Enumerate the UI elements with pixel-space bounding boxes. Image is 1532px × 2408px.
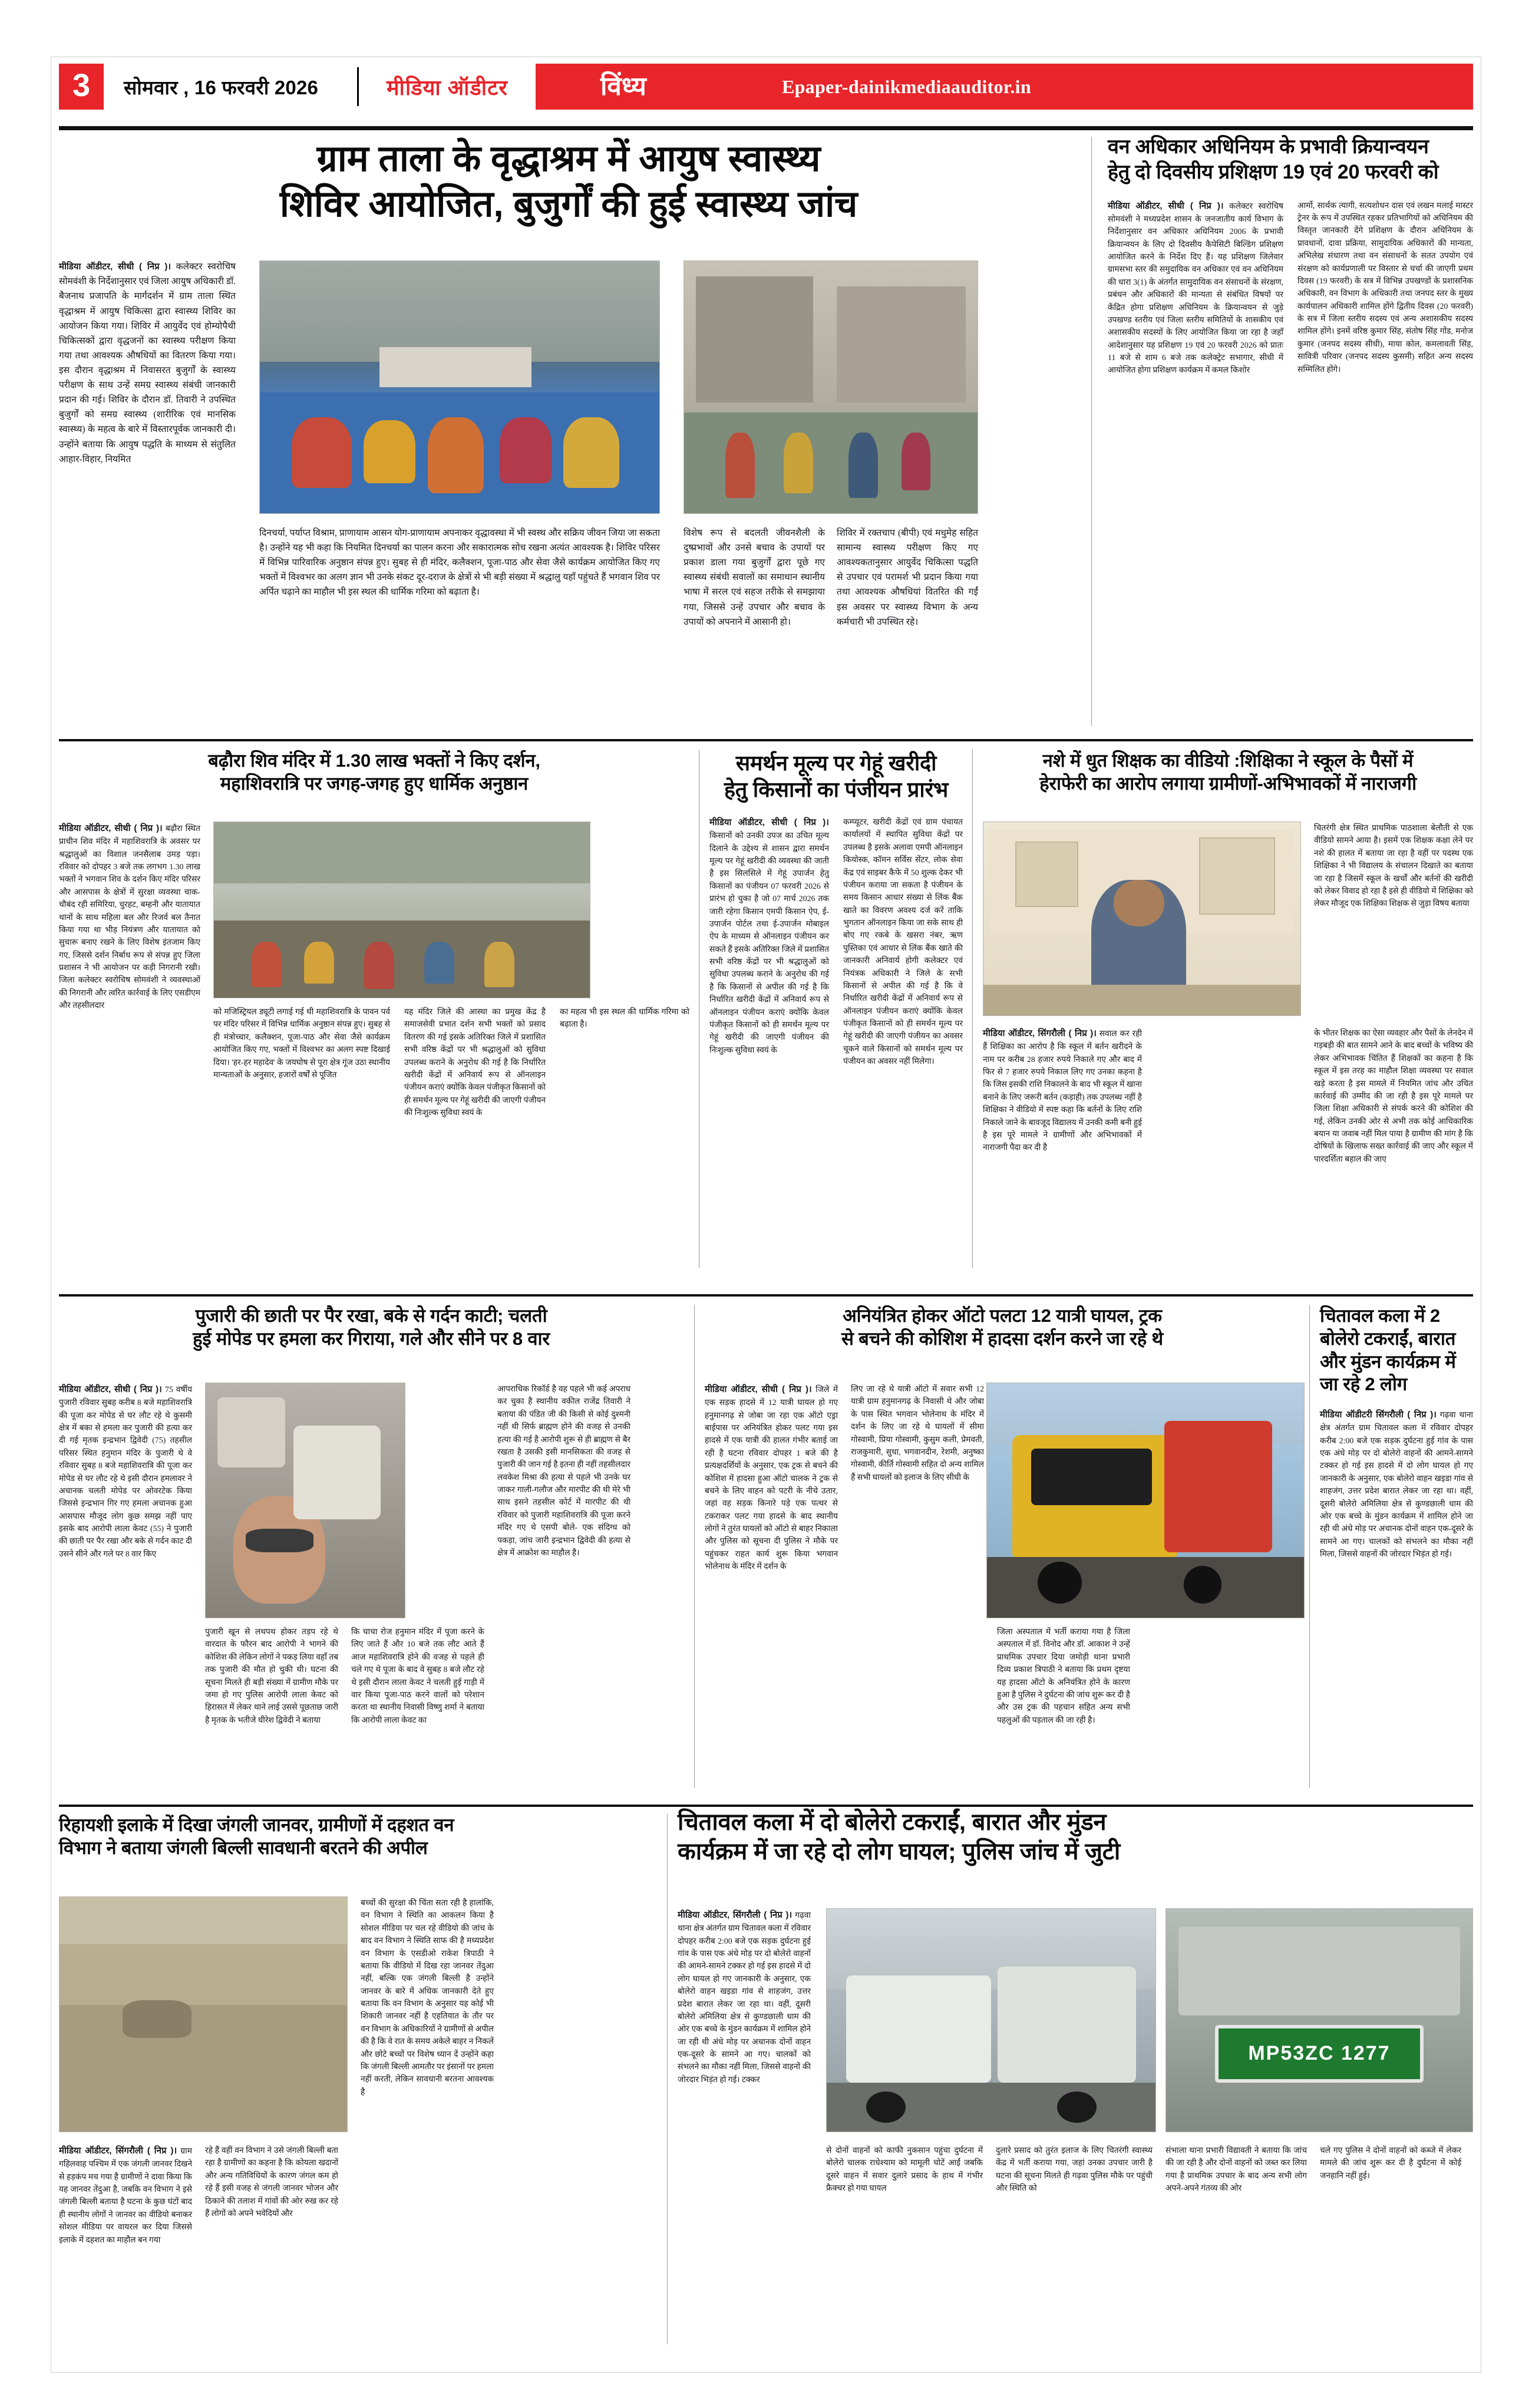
teacher-classroom-photo <box>983 822 1301 1016</box>
wheat-col-1 <box>709 816 829 1068</box>
chitawal-col-1 <box>678 1908 811 2086</box>
wheat-col-2 <box>843 816 963 1068</box>
auto-headline-line2: से बचने की कोशिश में हादसा दर्शन करने जा रहे थे <box>841 1328 1164 1349</box>
badhaura-byline: मीडिया ऑडीटर, सीधी ( निप्र )। <box>59 823 163 833</box>
wheat-headline <box>709 750 963 803</box>
chitawal-brief-byline: मीडिया ऑडीटरी सिंगरौली ( निप्र )। <box>1320 1410 1437 1420</box>
auto-headline <box>705 1305 1300 1351</box>
lead-headline-line2: शिविर आयोजित, बुजुर्गों की हुई स्वास्थ्य जांच <box>279 183 858 225</box>
edition-bar <box>536 64 1473 110</box>
chitawal-brief-line2: बोलेरो टकराईं, बारात <box>1320 1328 1456 1349</box>
priest-byline: मीडिया ऑडीटर, सीधी ( निप्र )। <box>59 1384 162 1394</box>
chitawal-col-5-text: चले गए पुलिस ने दोनों वाहनों को कब्जे में लेकर मामले की जांच शुरू कर दी है दुर्घटना में कोई जनहानि नहीं हुई। <box>1320 2146 1461 2180</box>
lead-story <box>59 137 1078 627</box>
chitawal-col-3 <box>996 2144 1153 2195</box>
teacher-col-2-text: सवाल कर रही हैं शिक्षिका का आरोप है कि स्कूल में बर्तन खरीदने के नाम पर करीब 28 हजार रुपये निकाले गए और बाद में फिर से 7 हजार रुपये निकाल लिए गए उनका कहना है कि जिस इसकी राशि निकालने के बाद भी स्कूल में खाना बनाने के लिए जरूरी बर्तन (कड़ाही) तक उपलब्ध नहीं है शिक्षिका ने वीडियो में स्पष्ट कहा कि बर्तनों के लिए राशि निकाले जाने के बावजूद विद्यालय में उनकी कमी बनी हुई है इस पूरे मामले ने ग्रामीणों और अभिभावकों में नाराजगी पैदा कर दी है <box>983 1029 1142 1152</box>
lead-col-4-text: शिविर में रक्तचाप (बीपी) एवं मधुमेह सहित सामान्य स्वास्थ्य परीक्षण किए गए आवश्यकतानुसार आयुर्वेद चिकित्सा पद्धति से उपचार एवं परामर्श भी प्रदान किया गया तथा आवश्यक औषधियां वितरित की गईं इस अवसर पर स्वास्थ्य विभाग के अन्य कर्मचारी भी उपस्थित रहे। <box>837 528 978 627</box>
bolero-crash-photo <box>826 1908 1156 2132</box>
masthead-rule <box>59 126 1473 130</box>
priest-col-4 <box>497 1383 630 1559</box>
priest-headline <box>59 1305 684 1351</box>
priest-headline-line1: पुजारी की छाती पर पैर रखा, बके से गर्दन काटी; चलती <box>195 1305 547 1326</box>
priest-headline-line2: हुई मोपेड पर हमला कर गिराया, गले और सीने पर 8 वार <box>193 1328 550 1349</box>
wheat-headline-line1: समर्थन मूल्य पर गेहूं खरीदी <box>735 751 937 775</box>
teacher-col-1 <box>1314 822 1473 910</box>
epaper-website[interactable]: Epaper-dainikmediaauditor.in <box>781 75 1031 97</box>
auto-col-3-text: जिला अस्पताल में भर्ती कराया गया है जिला अस्पताल में डॉ. विनोद और डॉ. आकाश ने उन्हें प्राथमिक उपचार दिया जमोड़ी थाना प्रभारी दिव्य प्रकाश त्रिपाठी ने बताया कि प्रथम दृष्टया यह हादसा ऑटो के अनियंत्रित होने के कारण हुआ है पुलिस ने दुर्घटना की जांच शुरू कर दी है और उस ट्रक की पहचान सहित अन्य सभी पहलुओं की पड़ताल की जा रही है। <box>997 1627 1130 1724</box>
row2-top-rule <box>59 739 1473 741</box>
priest-victim-photo <box>205 1383 405 1618</box>
chitawal-brief-headline <box>1320 1305 1473 1396</box>
lead-col-4 <box>837 526 978 629</box>
teacher-col-2 <box>983 1027 1142 1154</box>
row2-sep-2 <box>972 750 973 1268</box>
auto-overturn-story <box>705 1305 1300 1724</box>
wild-animal-col-3 <box>205 2144 338 2219</box>
chitawal-headline <box>678 1808 1473 1866</box>
page-number: 3 <box>72 68 91 103</box>
forest-col-2 <box>1297 199 1473 377</box>
chitawal-brief-text: गढ़वा थाना क्षेत्र अंतर्गत ग्राम चितावल कला में रविवार दोपहर करीब 2:00 बजे एक सड़क दुर्घटना हुई गांव के पास एक अंधे मोड़ पर दो बोलेरो वाहनों की आमने-सामने टक्कर हो गई इस हादसे में दो लोग घायल हो गए जानकारी के अनुसार, एक बोलेरो वाहन खइडा गांव से शाहजंग, उत्तर प्रदेश बारात लेकर जा रहा था। वहीं, दूसरी बोलेरो अमिलिया क्षेत्र से कुण्डछाली धाम की ओर एक बच्चे के मुंडन कार्यक्रम में शामिल होने जा रही थी अंधे मोड़ पर अचानक दोनों वाहन एक-दूसरे के सामने आ गए। चालकों को संभलने का मौका नहीं मिला, जिससे वाहनों की जोरदार भिड़ंत हो गई। <box>1320 1410 1473 1558</box>
chitawal-col-1-text: गढ़वा थाना क्षेत्र अंतर्गत ग्राम चितावल कला में रविवार दोपहर करीब 2:00 बजे एक सड़क दुर्घटना हुई गांव के पास एक अंधे मोड़ पर दो बोलेरो वाहनों की आमने-सामने टक्कर हो गई इस हादसे में दो लोग घायल हो गए जानकारी के अनुसार, एक बोलेरो वाहन खइडा गांव से शाहजंग, उत्तर प्रदेश बारात लेकर जा रहा था। वहीं, दूसरी बोलेरो अमिलिया क्षेत्र से कुण्डछाली धाम की ओर एक बच्चे के मुंडन कार्यक्रम में शामिल होने जा रही थी अंधे मोड़ पर अचानक दोनों वाहन एक-दूसरे के सामने आ गए। चालकों को संभलने का मौका नहीं मिला, जिससे वाहनों की जोरदार भिड़ंत हो गई। टक्कर <box>678 1911 811 2084</box>
priest-murder-story <box>59 1305 684 1724</box>
auto-byline: मीडिया ऑडीटर, सीधी ( निप्र )। <box>705 1384 812 1394</box>
bolero-plate-photo <box>1165 1908 1473 2132</box>
chitawal-headline-line2: कार्यक्रम में जा रहे दो लोग घायल; पुलिस जांच में जुटी <box>678 1838 1121 1865</box>
wild-animal-field-photo <box>59 1896 348 2132</box>
auto-col-1 <box>705 1383 838 1573</box>
forest-headline-line1: वन अधिकार अधिनियम के प्रभावी क्रियान्वयन <box>1108 136 1429 158</box>
forest-col-1 <box>1108 199 1283 377</box>
chitawal-collision-story <box>678 1808 1473 2193</box>
lead-byline: मीडिया ऑडीटर, सीधी ( निप्र )। <box>59 262 171 272</box>
priest-col-3 <box>351 1625 484 1726</box>
row4-sep-1 <box>667 1814 668 2344</box>
chitawal-brief-line1: चितावल कला में 2 <box>1320 1305 1440 1326</box>
chitawal-col-5 <box>1320 2144 1461 2182</box>
priest-col-1-text: 75 वर्षीय पुजारी रविवार सुबह करीब 8 बजे महाशिवरात्रि की पूजा कर मोपेड से घर लौट रहे थे कुसमी क्षेत्र में बका से हमला कर पुजारी की हत्या कर दी गई मृतक इन्द्रभान द्विवेदी (75) तहसील परिसर स्थित हनुमान मंदिर के पुजारी थे वे रविवार सुबह 8 बजे महाशिवरात्रि की पूजा कर मोपेड से घर लौट रहे थे इसी दौरान हमलावर ने अचानक चलती मोपेड पर ओवरटेक किया जिससे इन्द्रभान गिर गए हमला अचानक हुआ आसपास मौजूद लोग कुछ समझ नहीं पाए इसके बाद आरोपी लाला केवट (55) ने पुजारी की छाती पर पैर रखा और बके से गर्दन काट दी उसने सीने और गले पर 8 वार किए <box>59 1385 193 1558</box>
wild-animal-headline <box>59 1814 654 1860</box>
chitawal-col-4-text: संभाला थाना प्रभारी विद्यावती ने बताया कि जांच की जा रही है और दोनों वाहनों को जब्त कर लिया गया है प्राथमिक उपचार के बाद अन्य सभी लोग अपने-अपने गंतव्य की ओर <box>1165 2146 1307 2193</box>
page-number-badge <box>59 64 104 110</box>
lead-headline-line1: ग्राम ताला के वृद्धाश्रम में आयुष स्वास्थ्य <box>316 138 821 179</box>
priest-col-1 <box>59 1383 192 1560</box>
badhaura-col-3 <box>404 1005 546 1119</box>
badhaura-col-1 <box>59 822 200 1012</box>
badhaura-temple-story <box>59 750 689 1117</box>
chitawal-col-2-text: से दोनों वाहनों को काफी नुकसान पहुंचा दुर्घटना में बोलेरो चालक राधेश्याम को मामूली चोटें आईं जबकि दूसरे वाहन में सवार दुलारे प्रसाद के हाथ में गंभीर फ्रैक्चर हो गया घायल <box>826 2146 983 2193</box>
dateline-text: सोमवार , 16 फरवरी 2026 <box>124 76 319 98</box>
teacher-headline-line2: हेराफेरी का आरोप लगाया ग्रामीणों-अभिभावकों में नाराजगी <box>1039 773 1417 794</box>
lead-col-1 <box>59 259 236 467</box>
overturned-auto-photo <box>986 1383 1305 1618</box>
forest-col-1-text: कलेक्टर स्वरोचिष सोमवंशी ने मध्यप्रदेश शासन के जनजातीय कार्य विभाग के निर्देशानुसार वन अधिकार अधिनियम 2006 के प्रभावी क्रियान्वयन के लिए दो दिवसीय कैपेसिटी बिल्डिंग प्रशिक्षण आयोजित करने के निर्देश दिए हैं। यह प्रशिक्षण जिलेवार ग्रामसभा स्तर की समुदायिक वन अधिकार एवं वन अधिनियम की धारा 3(1) के अंतर्गत सामुदायिक वन संसाधनों के संरक्षण, प्रबंधन और अधिकारों की मान्यता से संबंधित विषयों पर केंद्रित होगा प्रशिक्षण अधिनियम के क्रियान्वयन से जुड़े उपखण्ड स्तरीय एवं जिला स्तरीय समितियों के शासकीय एवं अशासकीय सदस्यों के लिए आयोजित किया जा रहा है जहाँ आदेशानुसार यह प्रशिक्षण 19 एवं 20 फरवरी 2026 को प्रातः 11 बजे से शाम 6 बजे तक कलेक्ट्रेट सभागार, सीधी में आयोजित होगा प्रशिक्षण कार्यक्रम में कमल किशोर <box>1108 201 1284 375</box>
chitawal-headline-line1: चितावल कला में दो बोलेरो टकराईं, बारात और मुंडन <box>678 1809 1107 1835</box>
lead-right-separator <box>1091 137 1092 726</box>
chitawal-brief-col-1 <box>1320 1408 1473 1560</box>
wild-animal-headline-line1: रिहायशी इलाके में दिखा जंगली जानवर, ग्रामीणों में दहशत वन <box>59 1815 454 1835</box>
auto-col-2 <box>851 1383 984 1483</box>
wild-animal-byline: मीडिया ऑडीटर, सिंगरौली ( निप्र )। <box>59 2146 177 2156</box>
license-plate: MP53ZC 1277 <box>1215 2025 1424 2083</box>
chitawal-byline: मीडिया ऑडीटर, सिंगरौली ( निप्र )। <box>678 1910 793 1920</box>
forest-act-story <box>1108 134 1473 377</box>
wild-animal-story <box>59 1814 654 2244</box>
badhaura-headline-line1: बढ़ौरा शिव मंदिर में 1.30 लाख भक्तों ने किए दर्शन, <box>208 750 540 771</box>
temple-crowd-photo <box>213 822 590 998</box>
priest-col-2 <box>205 1625 338 1726</box>
auto-col-3 <box>997 1625 1130 1726</box>
teacher-headline <box>983 750 1473 796</box>
teacher-col-1-text: चितरंगी क्षेत्र स्थित प्राथमिक पाठशाला बेलौती से एक वीडियो सामने आया है। इसमें एक शिक्षक कक्षा लेने पर नशे की हालत में बताया जा रहा है वहीं पर पदस्थ एक शिक्षिका ने भी विद्यालय के संचालन दिखाते का बताया जा रहा है जिसमें स्कूल के खर्चों और बर्तनों की खरीदी को लेकर विवाद हो रहा है इसे ही वीडियो में शिक्षिका को लेकर मौजूद एक शिक्षिका शिक्षक से जुड़ा विषय बताया <box>1314 823 1473 908</box>
row3-top-rule <box>59 1294 1473 1297</box>
badhaura-col-3-text: यह मंदिर जिले की आस्था का प्रमुख केंद्र है समाजसेवी प्रभात दर्शन सभी भक्तों को प्रसाद वितरण की गई इसके अतिरिक्त जिले में प्रशासित सभी वरिष्ठ केंद्रों पर भी श्रद्धालुओं को सुविधा उपलब्ध कराने के अनुरोध की गई है कि निर्धारित खरीदी केंद्रों में अनिवार्य रूप से ऑनलाइन पंजीयन कराएं क्योंकि केवल पंजीकृत किसानों को ही समर्थन मूल्य पर गेहूं खरीदी की जाएगी पंजीयन की निःशुल्क सुविधा स्वयं के <box>404 1007 546 1117</box>
chitawal-brief-line4: जा रहे 2 लोग <box>1320 1374 1407 1395</box>
row3-sep-2 <box>1309 1305 1310 1788</box>
priest-col-3-text: कि चाचा रोज हनुमान मंदिर में पूजा करने के लिए जाते हैं और 10 बजे तक लौट आते हैं आज महाशिवरात्रि होने की वजह से पहले ही चले गए थे पूजा के बाद वे सुबह 8 बजे लौट रहे थे इसी दौरान लाला केवट ने चलती हुई गाड़ी में वार किया पूजा-पाठ करने वालों को परेशान करता था स्थानीय निवासी विष्णु शर्मा ने बताया कि आरोपी लाला केवट का <box>351 1627 484 1724</box>
brand-logo <box>359 64 536 110</box>
row4-top-rule <box>59 1805 1473 1807</box>
badhaura-col-4-text: का महत्व भी इस स्थल की धार्मिक गरिमा को बढ़ाता है। <box>560 1007 689 1029</box>
edition-name: विंध्य <box>600 72 646 101</box>
lead-col-2 <box>259 526 660 600</box>
badhaura-col-1-text: बढ़ौरा स्थित प्राचीन शिव मंदिर में महाशिवरात्रि के अवसर पर श्रद्धालुओं का विशाल जनसैलाब उमड़ पड़ा। रविवार को दोपहर 3 बजे तक लगभग 1.30 लाख भक्तों ने भगवान शिव के दर्शन किए मंदिर परिसर और आसपास के क्षेत्रों में सुरक्षा व्यवस्था चाक-चौबंद रही समिरिया, चुरहट, बम्हनी और यातायात थानों के साथ महिला बल और रिजर्व बल तैनात किया गया था भीड़ नियंत्रण और यातायात को सुचारू बनाए रखने के लिए विशेष इंतजाम किए गए, जिससे दर्शन निर्बाध रूप से संपन्न हुए जिला प्रशासन ने भी आयोजन पर कड़ी निगरानी रखी। जिला कलेक्टर स्वरोचिष सोमवंशी ने व्यवस्थाओं की निगरानी और त्वरित कार्रवाई के लिए एसडीएम और तहसीलदार <box>59 824 200 1010</box>
drunk-teacher-story <box>983 750 1473 1163</box>
lead-col-1-text: कलेक्टर स्वरोचिष सोमवंशी के निर्देशानुसार एवं जिला आयुष अधिकारी डॉ. बैजनाथ प्रजापति के मार्गदर्शन में ग्राम ताला स्थित वृद्धाश्रम में आयुष चिकित्सा द्वारा स्वास्थ्य शिविर का आयोजन किया गया। शिविर में आयुर्वेद एवं होम्योपैथी चिकित्सकों द्वारा वृद्धजनों का स्वास्थ्य परीक्षण किया गया तथा आवश्यक औषधियों का वितरण किया गया। इस दौरान वृद्धाश्रम में निवासरत बुजुर्गों के स्वास्थ्य परीक्षण के साथ उन्हें समग्र स्वास्थ्य संबंधी जानकारी प्रदान की गई। शिविर के दौरान डॉ. तिवारी ने उपस्थित बुजुर्गों को समग्र स्वास्थ्य (शारीरिक एवं मानसिक स्वास्थ्य) के महत्व के बारे में विस्तारपूर्वक जानकारी दी। उन्होंने बताया कि आयुष पद्धति के माध्यम से संतुलित आहार-विहार, नियमित <box>59 262 236 464</box>
badhaura-headline <box>59 750 689 796</box>
lead-headline <box>59 137 1078 227</box>
priest-col-4-text: आपराधिक रिकॉर्ड है वह पहले भी कई अपराध कर चुका है स्थानीय वकील राजेंद्र तिवारी ने बताया की पंडित जी की किसी से कोई दुश्मनी नहीं थी सिर्फ ब्राह्मण होने की वजह से उनकी हत्या की गई है आरोपी शुरू से ही ब्राह्मण से बैर रखता है उसकी इसी मानसिकता की वजह से पुजारी की जान गई है इतना ही नहीं तहसीलदार लवकेश मिश्रा की हत्या से पहले भी उनके घर जाकर गाली-गलौज और मारपीट की थी मेरे भी साथ इसने तहसील कोर्ट में मारपीट की थी रविवार को पुजारी महाशिवरात्रि की पूजा करने मंदिर गए थे एसपी बोले- एक संदिग्ध को पकड़ा, जांच जारी इन्द्रभान द्विवेदी की हत्या से क्षेत्र में आक्रोश का माहौल है। <box>497 1384 630 1557</box>
teacher-col-3-text: के भीतर शिक्षक का ऐसा व्यवहार और पैसों के लेनदेन में गड़बड़ी की बात सामने आने के बाद बच्चों के भविष्य की लेकर अभिभावक चिंतित हैं शिक्षकों का कहना है कि स्कूल में इस तरह का माहौल शिक्षा व्यवस्था पर सवाल खड़े करता है इस मामले में नियमित जांच और उचित कार्रवाई की उम्मीद की जा रही है इस पूरे मामले पर जिला शिक्षा अधिकारी से संपर्क करने की कोशिश की गई, लेकिन उनकी ओर से अभी तक कोई आधिकारिक बयान या जवाब नहीं मिल पाया है ग्रामीण की मांग है कि दोषियों के खिलाफ सख्त कार्रवाई की जाए और स्कूल में पारदर्शिता बहाल की जाए <box>1314 1028 1473 1163</box>
chitawal-bolero-brief <box>1320 1305 1473 1560</box>
wild-animal-col-2 <box>361 1896 494 2098</box>
badhaura-headline-line2: महाशिवरात्रि पर जगह-जगह हुए धार्मिक अनुष्ठान <box>220 773 529 794</box>
auto-headline-line1: अनियंत्रित होकर ऑटो पलटा 12 यात्री घायल, ट्रक <box>843 1305 1162 1326</box>
wheat-byline: मीडिया ऑडीटर, सीधी ( निप्र )। <box>709 817 829 827</box>
lead-col-3 <box>684 526 825 629</box>
chitawal-col-3-text: दुलारे प्रसाद को तुरंत इलाज के लिए चितरंगी स्वास्थ्य केंद्र में भर्ती कराया गया, जहां उनका उपचार जारी है घटना की सूचना मिलते ही गढ़वा पुलिस मौके पर पहुंची और स्थिति को <box>996 2146 1153 2193</box>
priest-col-2-text: पुजारी खून से लथपथ होकर तड़प रहे थे वारदात के फौरन बाद आरोपी ने भागने की कोशिश की लेकिन लोगों ने पकड़ लिया वहाँ तब तक पुजारी की मौत हो चुकी थी। घटना की सूचना मिलते ही बड़ी संख्या में ग्रामीण मौके पर जमा हो गए पुलिस आरोपी लाला केवट को हिरासत में लेकर थाने लाई उससे पूछताछ जारी है मृतक के भतीजे धीरेश द्विवेदी ने बताया <box>205 1627 339 1724</box>
row3-sep-1 <box>694 1305 695 1788</box>
chitawal-brief-line3: और मुंडन कार्यक्रम में <box>1320 1351 1456 1372</box>
wild-animal-col-3-text: रहे हैं वहीं वन विभाग ने उसे जंगली बिल्ली बता रहा है ग्रामीणों का कहना है कि कोयला खदानों और अन्य गतिविधियों के कारण जंगल कम हो रहे हैं इसी वजह से जंगली जानवर भोजन और ठिकाने की तलाश में गांवों की ओर रुख कर रहे हैं लोगों को अपने भवेदियों और <box>205 2146 338 2218</box>
auto-col-2-text: लिए जा रहे थे यात्री ऑटो में सवार सभी 12 यात्री ग्राम हनुमानगढ़ के निवासी थे और जोबा के पास स्थित भगवान भोलेनाथ के मंदिर में दर्शन के लिए जा रहे थे घायलों में सीमा गोस्वामी, प्रिया गोस्वामी, कुसुम कली, प्रेमवती, राजकुमारी, सुधा, भगवानदीन, रेशमी, अनुष्का गोस्वामी, कीर्ति गोस्वामी सहित दो अन्य शामिल हैं सभी घायलों को इलाज के लिए सीधी के <box>851 1384 984 1482</box>
wild-animal-headline-line2: विभाग ने बताया जंगली बिल्ली सावधानी बरतने की अपील <box>59 1837 428 1858</box>
teacher-byline: मीडिया ऑडीटर, सिंगरौली ( निप्र )। <box>983 1028 1097 1038</box>
forest-byline: मीडिया ऑडीटर, सीधी ( निप्र )। <box>1108 200 1224 211</box>
chitawal-col-2 <box>826 2144 983 2195</box>
wheat-headline-line2: हेतु किसानों का पंजीयन प्रारंभ <box>724 777 949 801</box>
dateline <box>104 64 357 110</box>
wild-animal-col-2-text: बच्चों की सुरक्षा की चिंता सता रही है हालांकि, वन विभाग ने स्थिति का आकलन किया है सोशल मीडिया पर चल रहे वीडियो की जांच के बाद वन विभाग ने स्थिति साफ की है मध्यप्रदेश वन विभाग के एसडीओ राकेश त्रिपाठी ने बताया कि वीडियो में दिख रहा जानवर तेंदुआ नहीं, बल्कि एक जंगली बिल्ली है उन्होंने जानवर के बारे में अधिक जानकारी देते हुए बताया कि वन विभाग के अनुसार यह कोई भी शिकारी जानवर नहीं है एहतियात के तौर पर वन विभाग के अधिकारियों ने ग्रामीणों से अपील की है कि वे रात के समय अकेले बाहर न निकलें और छोटे बच्चों पर विशेष ध्यान दें उन्होंने कहा कि जंगली बिल्ली आमतौर पर इंसानों पर हमला नहीं करती, लेकिन सावधानी बरतना आवश्यक है <box>361 1898 494 2096</box>
badhaura-col-4 <box>560 1005 689 1031</box>
forest-headline-line2: हेतु दो दिवसीय प्रशिक्षण 19 एवं 20 फरवरी को <box>1108 160 1439 183</box>
forest-headline <box>1108 134 1473 185</box>
wild-animal-col-1-text: ग्राम गहिलवाह पश्चिम में एक जंगली जानवर दिखने से हड़कंप मच गया है ग्रामीणों ने दावा किया कि यह जानवर तेंदुआ है, जबकि वन विभाग ने इसे जंगली बिल्ली बताया है घटना के कुछ घंटों बाद ही स्थानीय लोगों ने जानवर का वीडियो बनाकर सोशल मीडिया पर वायरल कर दिया जिससे इलाके में दहशत का माहौल बन गया <box>59 2146 192 2244</box>
teacher-col-3 <box>1314 1027 1473 1165</box>
chitawal-col-4 <box>1165 2144 1307 2195</box>
lead-col-3-text: विशेष रूप से बदलती जीवनशैली के दुष्प्रभावों और उनसे बचाव के उपायों पर प्रकाश डाला गया बुजुर्गों द्वारा पूछे गए स्वास्थ्य संबंधी सवालों का समाधान स्थानीय भाषा में सरल एवं सहज तरीके से समझाया गया, जिससे उन्हें उपचार और बचाव के उपायों को अपनाने में आसानी हो। <box>684 528 825 627</box>
badhaura-col-2-text: को मजिस्ट्रियल ड्यूटी लगाई गई थी महाशिवरात्रि के पावन पर्व पर मंदिर परिसर में विभिन्न धार्मिक अनुष्ठान संपन्न हुए। सुबह से ही मंत्रोच्चार, कलैक्शन, पूजा-पाठ और सेवा जैसे कार्यक्रम आयोजित किए गए, भक्तों में विश्वभर का अलग स्पष्ट दिखाई दिया। 'हर-हर महादेव' के जयघोष से पूरा क्षेत्र गूंज उठा स्थानीय मान्यताओं के अनुसार, हजारों वर्षों से पूजित <box>213 1007 390 1079</box>
wild-animal-col-1 <box>59 2144 192 2246</box>
forest-col-2-text: आर्मो, सार्थक त्यागी, सत्यशोधन दास एवं लखन मलाई मास्टर ट्रेनर के रूप में उपस्थित रहकर प्रतिभागियों को अधिनियम की विस्तृत जानकारी देंगे प्रशिक्षण के दौरान अधिनियम के प्रावधानों, दावा प्रक्रिया, सामुदायिक अधिकारों की मान्यता, अभिलेख संधारण तथा वन संसाधनों के सतत उपयोग एवं संरक्षण को कार्यप्रणाली पर विस्तार से चर्चा की जाएगी प्रथम दिवस (19 फरवरी) के सत्र में विभिन्न उपखण्डों के प्रशासनिक अधिकारी, वन विभाग के अधिकारी तथा जनपद स्तर के मुख्य कार्यपालन अधिकारी शामिल होंगे द्वितीय दिवस (20 फरवरी) के सत्र में जिला स्तरीय सदस्य एवं अन्य अशासकीय सदस्य शामिल होंगे। इनमें वरिष्ठ कुमार सिंह, संतोष सिंह गोंड, मनोज कुमार (जनपद सदस्य सीधी), माया कोल, कमलावती सिंह, सावित्री परिवार (जनपद सदस्य कुसमी) सहित अन्य सदस्य सम्मिलित होंगे। <box>1297 200 1473 374</box>
teacher-headline-line1: नशे में धुत शिक्षक का वीडियो :शिक्षिका ने स्कूल के पैसों में <box>1042 750 1414 771</box>
lead-col-2-text: दिनचर्या, पर्याप्त विश्राम, प्राणायाम आसन योग-प्राणायाम अपनाकर वृद्धावस्था में भी स्वस्थ और सक्रिय जीवन जिया जा सकता है। उन्होंने यह भी कहा कि नियमित दिनचर्या का पालन करना और सकारात्मक सोच रखना अत्यंत आवश्यक है। शिविर परिसर में विभिन्न पारिवारिक अनुष्ठान संपन्न हुए। सुबह से ही मंदिर, कलैक्शन, पूजा-पाठ और सेवा जैसे कार्यक्रम आयोजित किए गए भक्तों में विश्वभर का अलग ज्ञान भी उनके संकट दूर-दराज के क्षेत्रों से भी बड़ी संख्या में श्रद्धालु यहाँ पहुंचते हैं भगवान शिव पर अर्पित चढ़ाने का माहौल भी इस स्थल की धार्मिक गरिमा को बढ़ाता है। <box>259 528 660 598</box>
badhaura-col-2 <box>213 1005 390 1081</box>
wheat-col-2-text: कम्प्यूटर, खरीदी केंद्रों एवं ग्राम पंचायत कार्यालयों में स्थापित सुविधा केंद्रों पर उपलब्ध है इसके अलावा एमपी ऑनलाइन कियोस्क, कॉमन सर्विस सेंटर, लोक सेवा केंद्र एवं साइबर कैफे में 50 शुल्क देकर भी पंजीयन कराया जा सकता है पंजीयन के समय किसान आधार संख्या से लिंक बैंक खाते का विवरण अवश्य दर्ज करें ताकि भुगतान ऑनलाइन किया जा सके साथ ही बोए गए रकबे के खसरा नंबर, ऋण पुस्तिका एवं आधार से लिंक बैंक खाते की जानकारी अनिवार्य होगी कलेक्टर एवं नियंत्रक अधिकारी ने जिले के सभी किसानों से अपील की गई है कि वे निर्धारित खरीदी केंद्रों में अनिवार्य रूप से ऑनलाइन पंजीयन कराएं क्योंकि केवल पंजीकृत किसानों को ही समर्थन मूल्य पर गेहूं खरीदी की जाएगी पंजीयन का अवसर चूकने वाले किसानों को समर्थन मूल्य पर पंजीयन का अवसर नहीं मिलेगा। <box>843 817 963 1066</box>
masthead <box>59 64 1473 110</box>
auto-col-1-text: जिले में एक सड़क हादसे में 12 यात्री घायल हो गए हनुमानगढ़ से जोबा जा रहा एक ऑटो एड्रा बाईपास पर अनियंत्रित होकर पलट गया इस हादसे में एक यात्री की हालत गंभीर बताई जा रही है घटना रविवार दोपहर 1 बजे की है प्रत्यक्षदर्शियों के अनुसार, एक ट्रक से बचने की कोशिश में हादसा हुआ ऑटो चालक ने ट्रक से बचने के लिए वाहन को पटरी के नीचे उतार, जहां वह सड़क किनारे पड़े एक पत्थर से टकराकर पलट गया हादसे के बाद स्थानीय लोगों ने तुरंत घायलों को ऑटो से बाहर निकाला और पुलिस को सूचना दी पुलिस ने मौके पर पहुंचकर राहत कार्य शुरू किया भगवान भोलेनाथ के मंदिर में दर्शन के <box>705 1385 838 1571</box>
brand-name: मीडिया ऑडीटर <box>387 75 508 100</box>
wheat-procurement-story <box>709 750 963 1068</box>
wheat-col-1-text: किसानों को उनकी उपज का उचित मूल्य दिलाने के उद्देश्य से शासन द्वारा समर्थन मूल्य पर गेहूं खरीदी की व्यवस्था की जाती है इस सिलसिले में गेहूं उपार्जन हेतु किसानों का पंजीयन 07 फरवरी 2026 से प्रारंभ हो चुका है जो 07 मार्च 2026 तक जारी रहेगा किसान एमपी किसान ऐप, ई-उपार्जन पोर्टल तथा ई-उपार्जन मोबाइल ऐप के माध्यम से ऑनलाइन पंजीयन कर सकते हैं इसके अतिरिक्त जिले में प्रशासित सभी वरिष्ठ केंद्रों पर भी श्रद्धालुओं को सुविधा उपलब्ध कराने के अनुरोध की गई है कि किसानों से अपील की गई है कि निर्धारित खरीदी केंद्रों में अनिवार्य रूप से ऑनलाइन पंजीयन कराएं क्योंकि केवल पंजीकृत किसानों को ही समर्थन मूल्य पर गेहूं खरीदी की जाएगी पंजीयन की निःशुल्क सुविधा स्वयं के <box>709 831 829 1054</box>
